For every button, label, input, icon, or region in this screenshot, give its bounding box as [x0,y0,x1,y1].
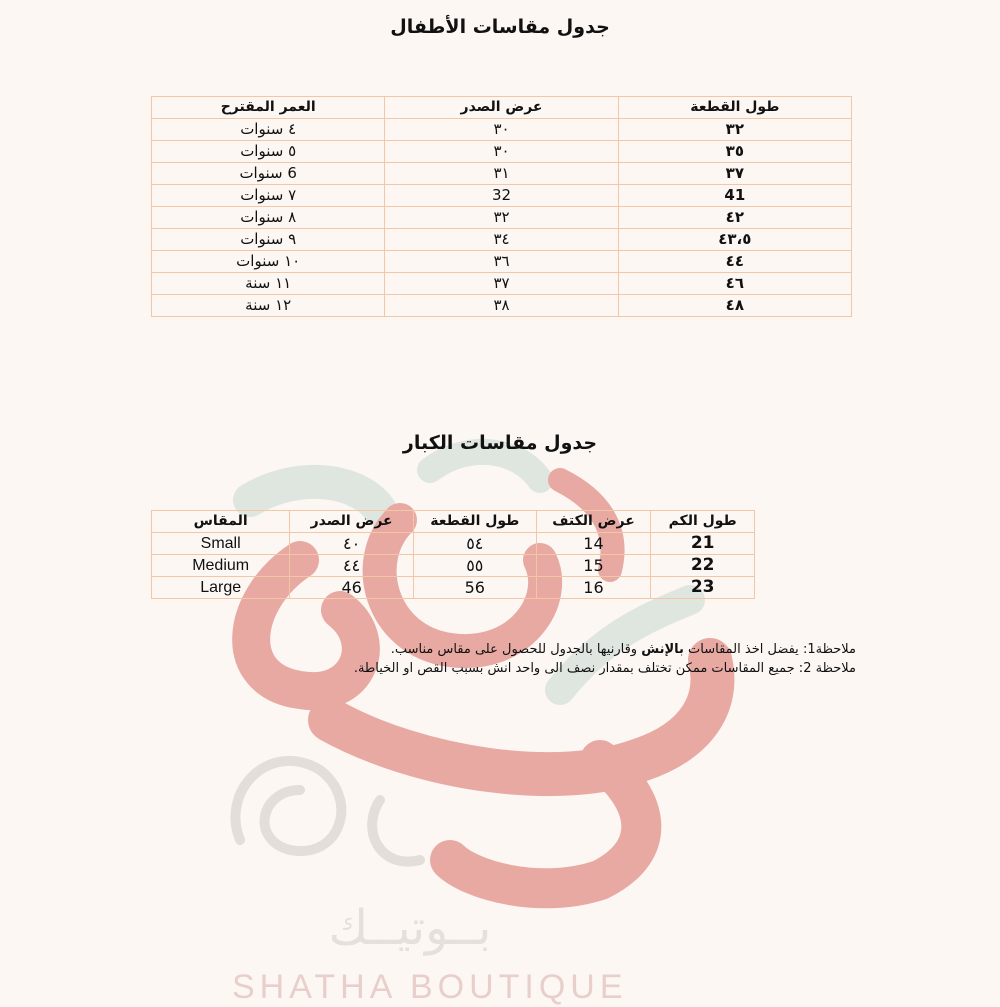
table-header-row [152,97,852,119]
note-1 [230,640,856,659]
cell-length: ٥٤ [413,533,536,555]
cell-shoulder: 16 [536,577,651,599]
cell-length: ٤٤ [618,251,851,273]
table-row [152,555,755,577]
adults-size-table [151,510,755,599]
header-age: العمر المقترح [152,97,385,119]
cell-size: Medium [152,555,290,577]
cell-chest: ٣٠ [385,141,618,163]
cell-age: 6 سنوات [152,163,385,185]
table-row [152,207,852,229]
cell-shoulder: 15 [536,555,651,577]
table-row [152,163,852,185]
table-row [152,577,755,599]
kids-table-title: جدول مقاسات الأطفال [390,16,610,38]
cell-chest: ٣٨ [385,295,618,317]
cell-age: ١١ سنة [152,273,385,295]
table-row [152,185,852,207]
cell-chest: 32 [385,185,618,207]
header-chest: عرض الصدر [385,97,618,119]
header-length: طول القطعة [413,511,536,533]
header-shoulder: عرض الكتف [536,511,651,533]
header-length: طول القطعة [618,97,851,119]
cell-chest: ٣٢ [385,207,618,229]
table-row [152,273,852,295]
cell-sleeve: 23 [651,577,755,599]
header-size: المقاس [152,511,290,533]
cell-length: ٥٥ [413,555,536,577]
cell-age: ١٢ سنة [152,295,385,317]
cell-chest: ٣٦ [385,251,618,273]
note-1-prefix: ملاحظة1: يفضل اخذ المقاسات [683,642,856,657]
table-header-row [152,511,755,533]
table-row [152,119,852,141]
cell-chest: 46 [290,577,414,599]
adults-table-title: جدول مقاسات الكبار [402,432,598,454]
cell-length: ٤٨ [618,295,851,317]
cell-age: ٥ سنوات [152,141,385,163]
cell-chest: ٣٤ [385,229,618,251]
cell-length: ٤٢ [618,207,851,229]
cell-length: ٣٥ [618,141,851,163]
cell-length: ٤٣،٥ [618,229,851,251]
cell-size: Small [152,533,290,555]
note-1-bold: بالإنش [641,642,684,657]
table-row [152,229,852,251]
cell-length: 41 [618,185,851,207]
cell-age: ٨ سنوات [152,207,385,229]
table-row [152,141,852,163]
cell-chest: ٤٤ [290,555,414,577]
cell-sleeve: 21 [651,533,755,555]
cell-age: ٧ سنوات [152,185,385,207]
cell-length: ٣٢ [618,119,851,141]
header-sleeve: طول الكم [651,511,755,533]
note-2: ملاحظة 2: جميع المقاسات ممكن تختلف بمقدار نصف الى واحد انش بسبب القص او الخياطة. [353,661,856,676]
cell-length: ٤٦ [618,273,851,295]
table-row [152,533,755,555]
table-row [152,295,852,317]
cell-shoulder: 14 [536,533,651,555]
watermark-brand-text: SHATHA BOUTIQUE [232,968,628,1006]
cell-chest: ٣٧ [385,273,618,295]
note-1-suffix: وقارنيها بالجدول للحصول على مقاس مناسب. [390,642,642,657]
cell-length: ٣٧ [618,163,851,185]
cell-age: ٤ سنوات [152,119,385,141]
cell-sleeve: 22 [651,555,755,577]
cell-age: ١٠ سنوات [152,251,385,273]
kids-size-table [151,96,852,317]
table-row [152,251,852,273]
cell-size: Large [152,577,290,599]
cell-chest: ٣٠ [385,119,618,141]
size-notes [230,640,856,678]
watermark-arabic-text: بــوتيــك [328,900,492,956]
header-chest: عرض الصدر [290,511,414,533]
cell-age: ٩ سنوات [152,229,385,251]
cell-length: 56 [413,577,536,599]
cell-chest: ٣١ [385,163,618,185]
cell-chest: ٤٠ [290,533,414,555]
